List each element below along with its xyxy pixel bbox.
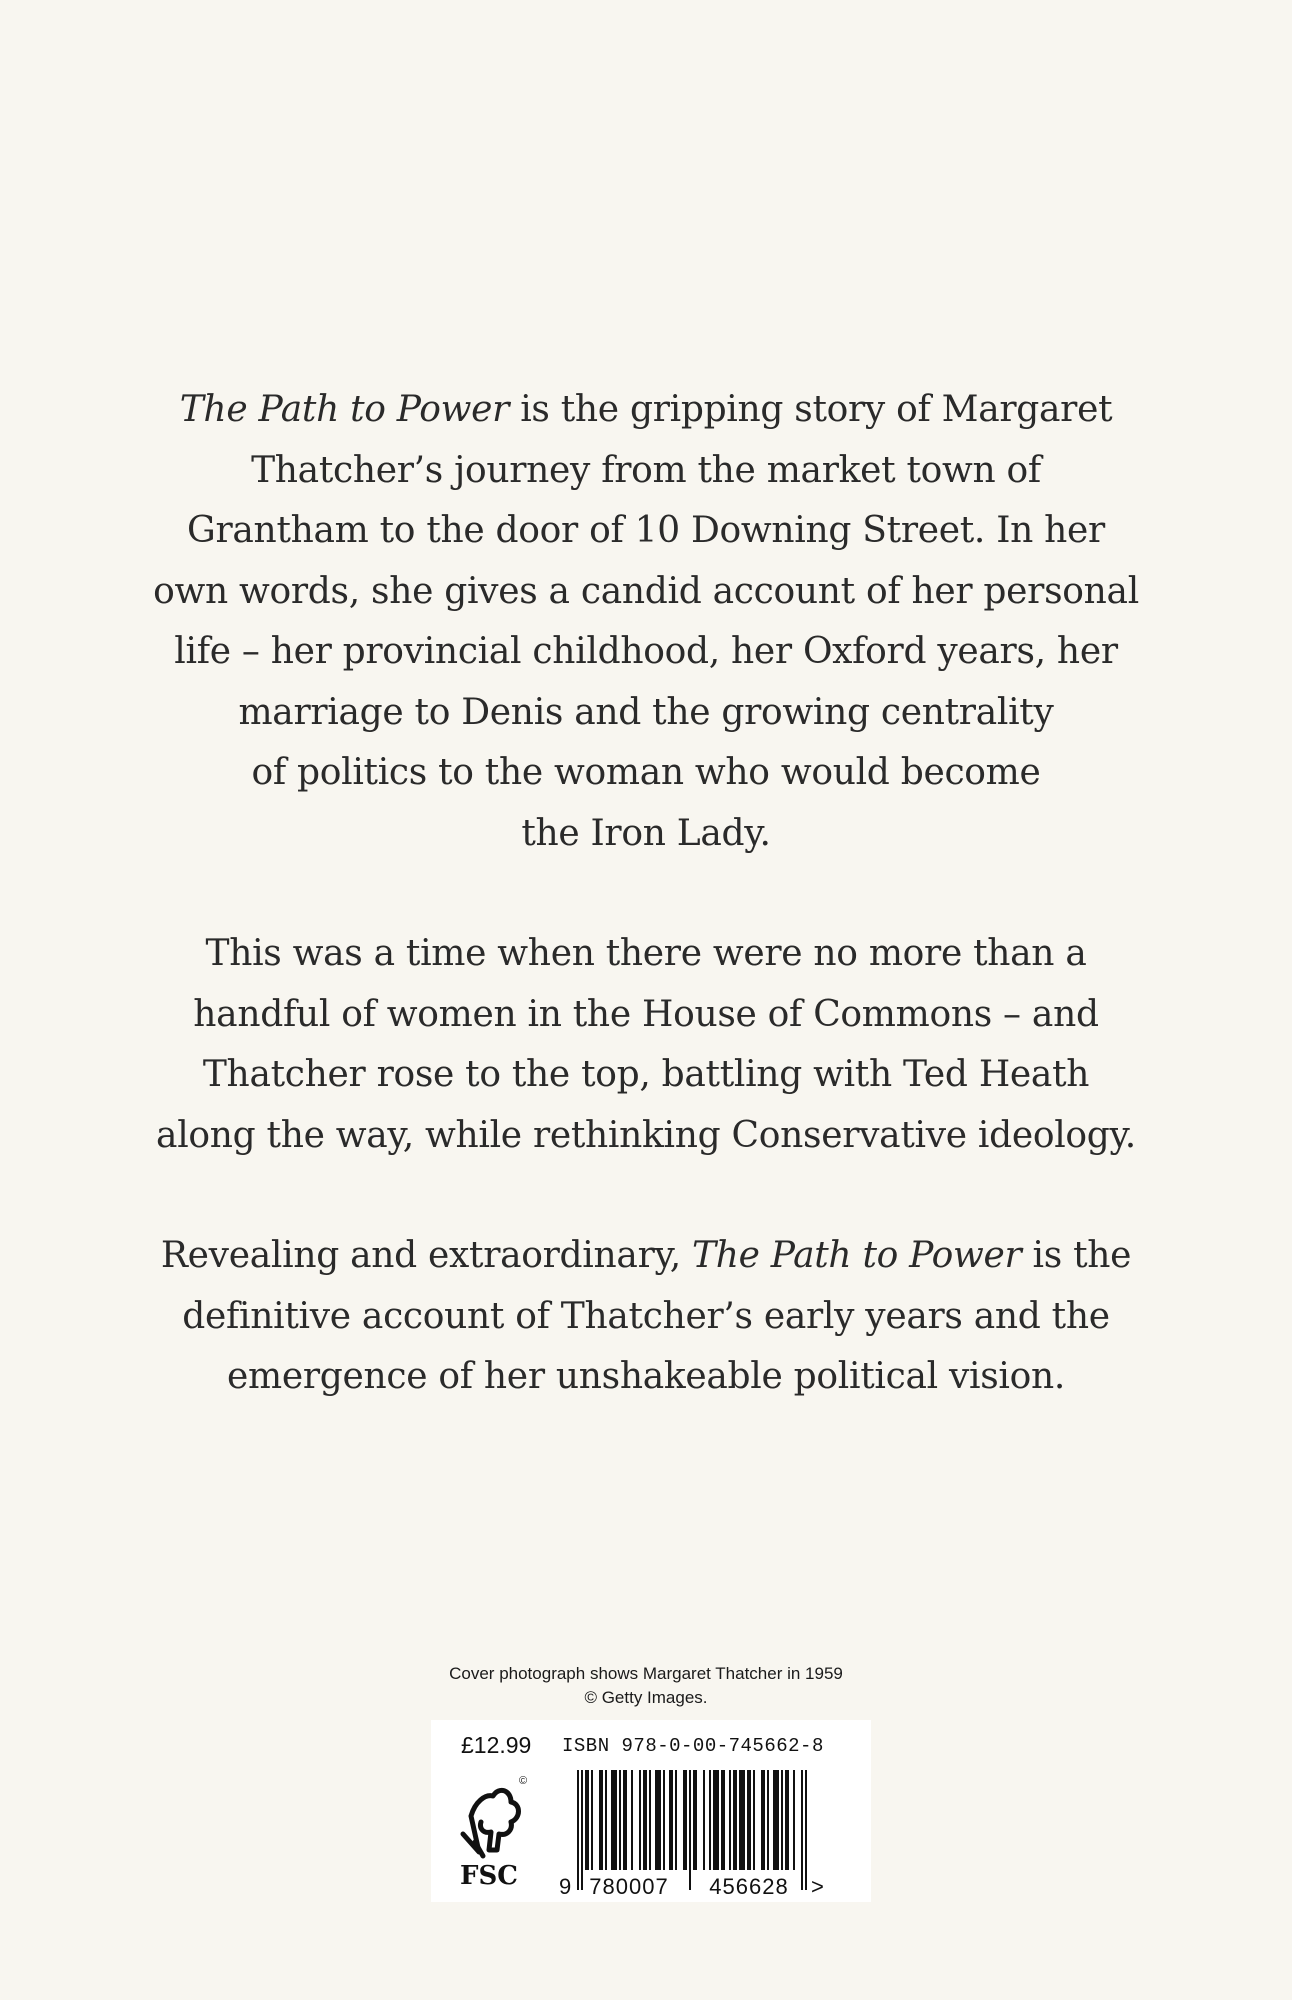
barcode-bars (577, 1770, 807, 1890)
barcode-bar (683, 1770, 687, 1870)
barcode-bar (709, 1770, 711, 1870)
fsc-label: FSC (460, 1861, 518, 1891)
barcode-bar (585, 1770, 589, 1870)
blurb-line: Thatcher’s journey from the market town of (251, 449, 1041, 491)
blurb-line: Thatcher rose to the top, battling with Ted Heath (202, 1054, 1090, 1095)
barcode-bar (781, 1770, 783, 1870)
barcode-bar (713, 1770, 719, 1870)
barcode-bar (577, 1770, 579, 1890)
barcode-bar (739, 1770, 745, 1870)
barcode-digits-right: 456628 (709, 1874, 789, 1899)
barcode-bar (591, 1770, 593, 1870)
barcode-bar (801, 1770, 803, 1890)
barcode-bar (703, 1770, 705, 1870)
barcode-bar (611, 1770, 617, 1870)
barcode-bar (663, 1770, 665, 1870)
barcode-bar (643, 1770, 647, 1870)
barcode-bar (793, 1770, 795, 1870)
barcode-bar (785, 1770, 789, 1870)
barcode-bar (689, 1770, 691, 1890)
blurb-line: Grantham to the door of 10 Downing Street. In her (187, 510, 1105, 551)
barcode-bar (721, 1770, 725, 1870)
blurb-line: the Iron Lady. (521, 812, 771, 854)
photo-credit-line: Cover photograph shows Margaret Thatcher in 1959 (449, 1664, 843, 1683)
blurb-line: This was a time when there were no more than a (205, 933, 1087, 974)
blurb-line: The Path to Power is the gripping story of Margaret (179, 389, 1113, 430)
blurb-text (0, 380, 1292, 1468)
blurb-line: handful of women in the House of Commons – and (193, 993, 1099, 1035)
barcode-bar (773, 1770, 779, 1870)
copyright-line: © Getty Images. (584, 1688, 708, 1707)
blurb-line: own words, she gives a candid account of her personal (153, 570, 1139, 612)
blurb-line: emergence of her unshakeable political vision. (226, 1356, 1066, 1397)
barcode-bar (631, 1770, 633, 1870)
barcode-bar (619, 1770, 621, 1870)
barcode-quiet-mark: > (811, 1874, 824, 1899)
barcode-bar (581, 1770, 583, 1890)
barcode-bar (599, 1770, 603, 1870)
blurb-line: of politics to the woman who would become (251, 752, 1041, 793)
barcode-bar (675, 1770, 677, 1870)
fsc-tree-checkmark-icon (449, 1772, 529, 1892)
barcode-bar (693, 1770, 697, 1870)
barcode-bar (805, 1770, 807, 1890)
blurb-line: Revealing and extraordinary, The Path to Power is the (160, 1235, 1132, 1276)
barcode-bar (649, 1770, 651, 1870)
barcode-digit-lead: 9 (559, 1874, 572, 1899)
barcode-bar (639, 1770, 641, 1870)
barcode-bar (753, 1770, 755, 1870)
barcode-bar (605, 1770, 607, 1870)
barcode (557, 1770, 827, 1900)
isbn-label: ISBN 978-0-00-745662-8 (562, 1735, 824, 1757)
fsc-trademark: © (519, 1775, 528, 1787)
blurb-line: marriage to Denis and the growing centrality (238, 691, 1054, 733)
blurb-line: life – her provincial childhood, her Oxford years, her (174, 631, 1118, 672)
barcode-digits-left: 780007 (589, 1874, 669, 1899)
barcode-bar (767, 1770, 769, 1870)
blurb-line: definitive account of Thatcher’s early years and the (182, 1295, 1110, 1337)
photo-credits (0, 1662, 1292, 1710)
barcode-box (431, 1720, 871, 1902)
barcode-bar (729, 1770, 731, 1870)
barcode-bar (623, 1770, 627, 1870)
barcode-bar (747, 1770, 751, 1870)
barcode-bar (761, 1770, 765, 1870)
barcode-bar (669, 1770, 673, 1870)
barcode-bar (733, 1770, 737, 1870)
price-label: £12.99 (461, 1732, 532, 1758)
blurb-paragraph-3 (0, 1226, 1292, 1408)
barcode-bar (655, 1770, 661, 1870)
blurb-paragraph-2 (0, 924, 1292, 1166)
blurb-paragraph-1 (0, 380, 1292, 864)
blurb-line: along the way, while rethinking Conservative ideology. (156, 1114, 1136, 1156)
